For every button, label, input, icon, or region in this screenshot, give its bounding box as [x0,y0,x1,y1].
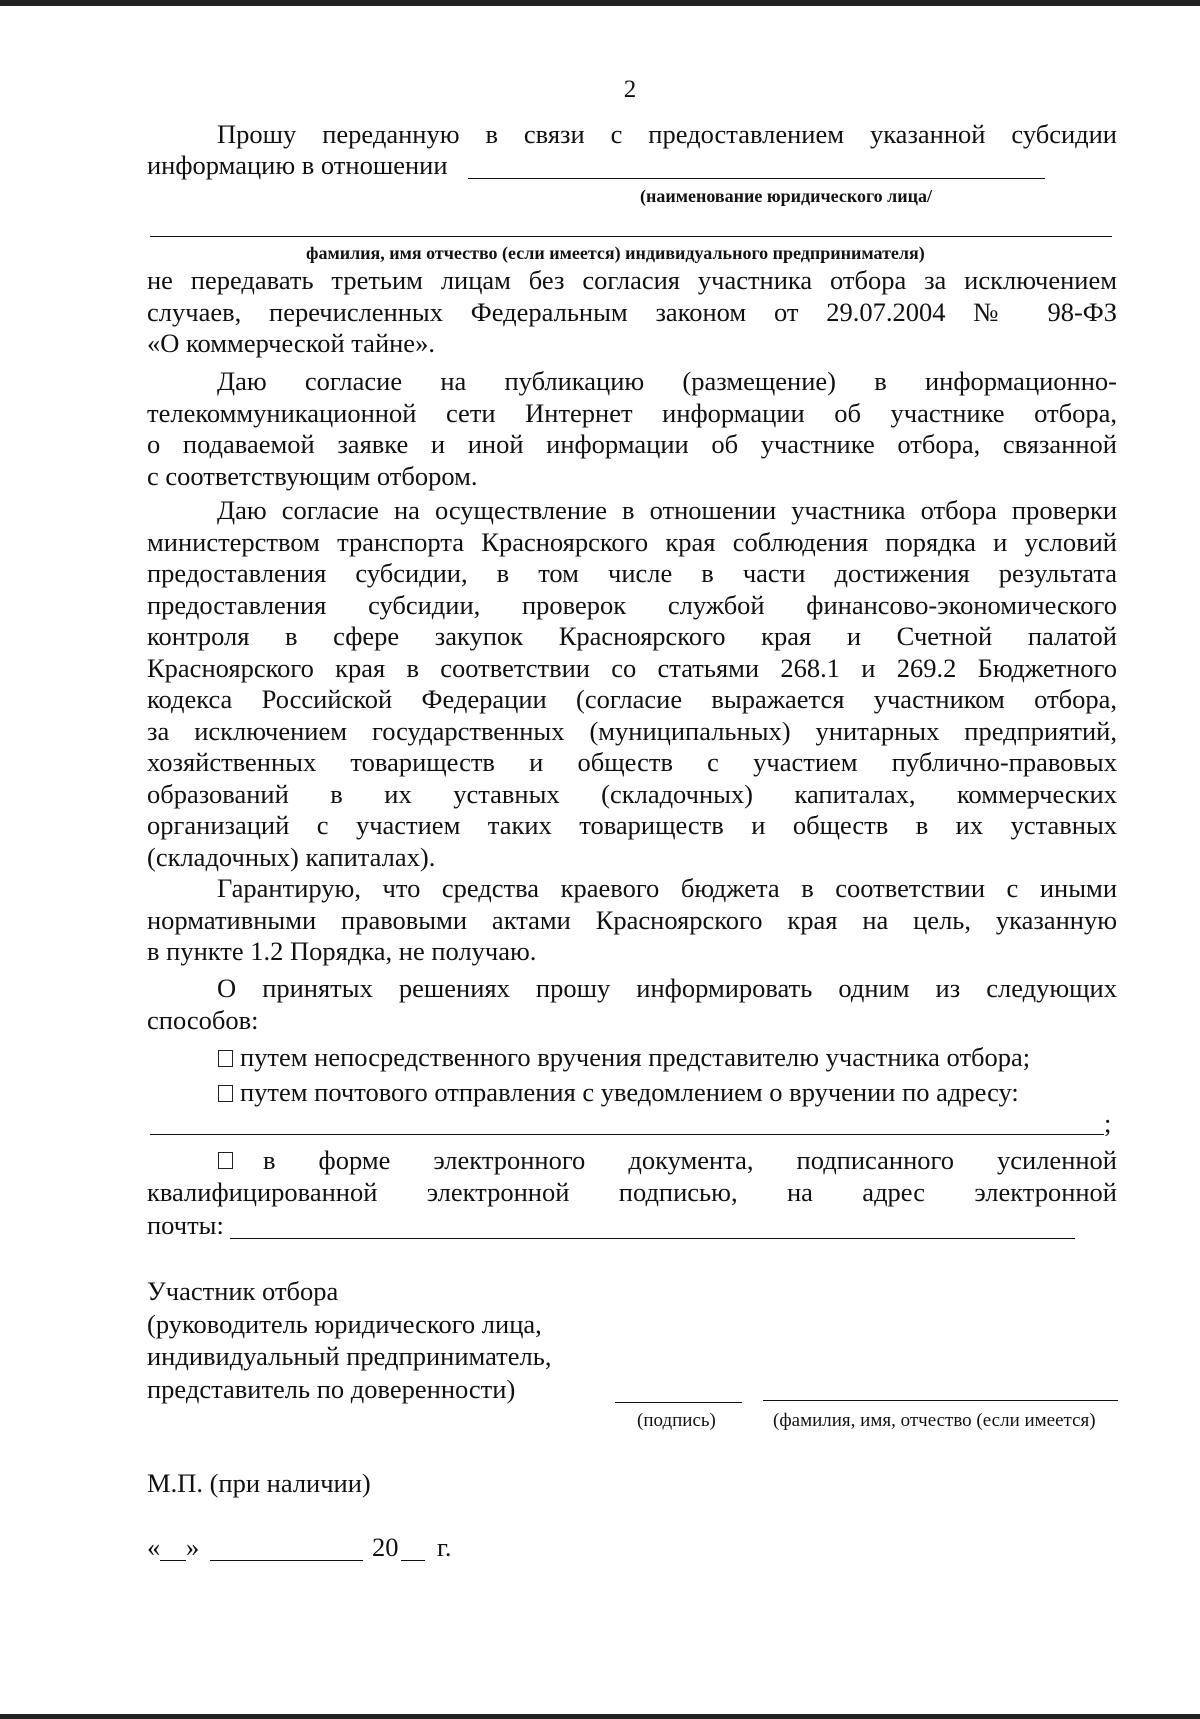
scan-border-bottom [0,1714,1200,1719]
full-name-field-line[interactable] [763,1400,1118,1401]
entrepreneur-name-caption: фамилия, имя отчество (если имеется) индивидуального предпринимателя) [306,243,925,263]
audit-line: образований в их уставных (складочных) капиталах, коммерческих [147,778,1117,809]
entity-name-field-line[interactable] [468,178,1045,179]
stamp-note: М.П. (при наличии) [147,1468,371,1498]
guarantee-line: Гарантирую, что средства краевого бюджета в соответствии с иными [217,873,1117,903]
full-name-caption: (фамилия, имя, отчество (если имеется) [773,1410,1096,1431]
notification-line: О принятых решениях прошу информировать одним из следующих [217,973,1117,1003]
intro-line-2-prefix: информацию в отношении [147,150,448,180]
confidentiality-paragraph [147,265,1117,360]
date-year-field[interactable] [401,1560,425,1561]
publication-consent-paragraph [147,366,1117,492]
audit-line: Красноярского края в соответствии со статьями 268.1 и 269.2 Бюджетного [147,652,1117,683]
guarantee-line: в пункте 1.2 Порядка, не получаю. [147,936,537,966]
option-post-checkbox[interactable] [218,1085,233,1102]
email-field-line[interactable] [230,1238,1075,1239]
confidentiality-line: не передавать третьим лицам без согласия участника отбора за исключением [147,265,1117,295]
postal-address-field-line[interactable] [150,1134,1104,1135]
date-open-quote: « [147,1532,161,1562]
publication-line: телекоммуникационной сети Интернет информации об участнике отбора, [147,397,1117,428]
option-email-line-2: квалифицированной электронной подписью, на адрес электронной [147,1176,1117,1207]
option-in-person[interactable] [218,1042,1030,1074]
audit-line: кодекса Российской Федерации (согласие выражается участником отбора, [147,684,1117,714]
date-year-prefix: 20 [372,1532,399,1562]
date-day-field[interactable] [160,1560,186,1561]
publication-line: с соответствующим отбором. [147,460,478,491]
guarantee-line: нормативными правовыми актами Красноярского края на цель, указанную [147,904,1117,935]
option-in-person-checkbox[interactable] [218,1050,233,1067]
audit-line: (складочных) капиталах). [147,841,436,872]
notification-paragraph [147,973,1117,1036]
date-month-field[interactable] [210,1560,363,1561]
intro-paragraph [147,119,1117,151]
option-post-label: путем почтового отправления с уведомлением о вручении по адресу: [240,1077,1019,1107]
intro-line-1: Прошу переданную в связи с предоставлением указанной субсидии [217,119,1117,149]
entity-name-caption: (наименование юридического лица/ [640,186,933,206]
date-year-suffix: г. [437,1532,452,1562]
postal-address-end: ; [1104,1108,1112,1138]
audit-line: предоставления субсидии, в том числе в части достижения результата [147,558,1117,588]
audit-line: Даю согласие на осуществление в отношении участника отбора проверки [217,495,1117,525]
confidentiality-line: «О коммерческой тайне». [147,328,435,358]
audit-line: контроля в сфере закупок Красноярского края и Счетной палатой [147,621,1117,651]
date-close-quote: » [186,1532,200,1562]
notification-line: способов: [147,1004,259,1035]
signature-caption: (подпись) [637,1410,716,1431]
signature-line: индивидуальный предприниматель, [147,1341,552,1371]
audit-consent-paragraph [147,495,1117,873]
scan-border-top [0,0,1200,6]
signature-line: (руководитель юридического лица, [147,1308,542,1339]
audit-line: организаций с участием таких товариществ и обществ в их уставных [147,810,1117,840]
signature-line: Участник отбора [147,1276,339,1306]
option-email [147,1145,1117,1208]
audit-line: министерством транспорта Красноярского края соблюдения порядка и условий [147,526,1117,557]
audit-line: предоставления субсидии, проверок службой финансово-экономического [147,589,1117,620]
audit-line: хозяйственных товариществ и обществ с участием публично-правовых [147,747,1117,777]
signature-block [147,1275,551,1405]
signature-line: представитель по доверенности) [147,1373,516,1404]
publication-line: о подаваемой заявке и иной информации об участнике отбора, связанной [147,429,1117,459]
option-email-label: в форме электронного документа, подписанного усиленной [263,1145,1117,1175]
option-post[interactable] [218,1077,1019,1109]
guarantee-paragraph [147,873,1117,968]
option-email-line-1 [147,1145,1117,1177]
audit-line: за исключением государственных (муниципальных) унитарных предприятий, [147,715,1117,746]
confidentiality-line: случаев, перечисленных Федеральным законом от 29.07.2004 № 98-ФЗ [147,296,1117,327]
email-prefix: почты: [147,1210,224,1240]
option-email-checkbox[interactable] [218,1152,233,1169]
publication-line: Даю согласие на публикацию (размещение) в информационно- [217,366,1117,396]
entity-name-field-line-2[interactable] [150,236,1112,237]
option-in-person-label: путем непосредственного вручения представителю участника отбора; [240,1042,1031,1072]
signature-field-line[interactable] [615,1402,742,1403]
page-number: 2 [623,76,637,103]
